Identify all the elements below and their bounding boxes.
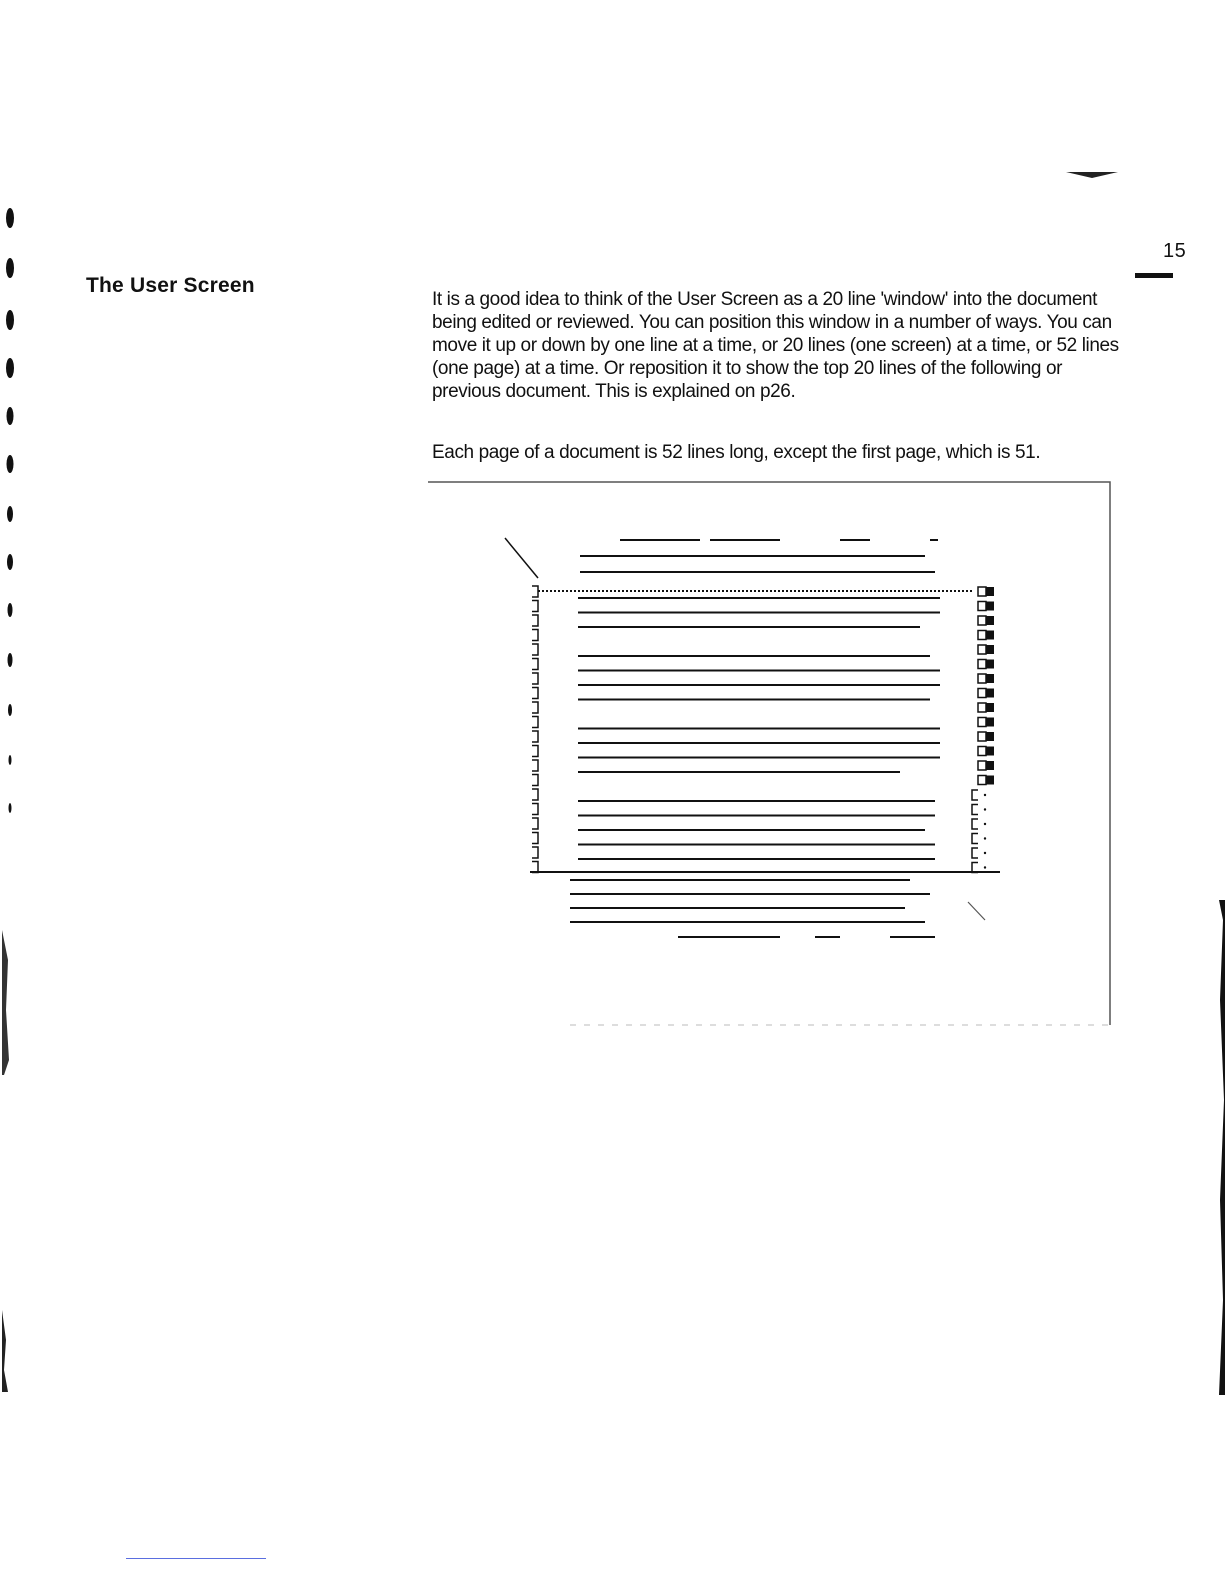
left-bracket-marker-icon — [532, 601, 538, 612]
screen-cell-icon — [986, 703, 994, 712]
screen-cell-icon — [972, 790, 978, 800]
screen-cell-icon — [984, 823, 986, 825]
left-bracket-marker-icon — [532, 586, 538, 597]
left-bracket-marker-icon — [532, 673, 538, 684]
left-bracket-marker-icon — [532, 804, 538, 815]
page-number: 15 — [1163, 240, 1187, 262]
left-bracket-marker-icon — [532, 688, 538, 699]
screen-cell-icon — [978, 645, 986, 654]
left-bracket-marker-icon — [532, 833, 538, 844]
screen-cell-icon — [978, 761, 986, 770]
screen-cell-icon — [972, 834, 978, 844]
top-marker — [1066, 172, 1118, 178]
left-bracket-marker-icon — [532, 775, 538, 786]
left-bracket-marker-icon — [532, 818, 538, 829]
screen-cell-icon — [986, 660, 994, 669]
left-bracket-marker-icon — [532, 659, 538, 670]
binding-marks — [0, 0, 30, 1585]
screen-cell-icon — [984, 837, 986, 839]
screen-cell-icon — [986, 689, 994, 698]
screen-cell-icon — [978, 587, 986, 596]
screen-cell-icon — [986, 747, 994, 756]
screen-cell-icon — [978, 631, 986, 640]
screen-cell-icon — [984, 866, 986, 868]
screen-cell-icon — [986, 602, 994, 611]
page-number-rule — [1135, 273, 1173, 278]
section-heading: The User Screen — [86, 274, 255, 297]
left-bracket-marker-icon — [532, 615, 538, 626]
screen-cell-icon — [986, 587, 994, 596]
screen-cell-icon — [978, 747, 986, 756]
screen-cell-icon — [986, 761, 994, 770]
screen-cell-icon — [978, 732, 986, 741]
left-bracket-marker-icon — [532, 731, 538, 742]
pointer-line — [505, 538, 538, 578]
left-bracket-marker-icon — [532, 702, 538, 713]
paragraph-2: Each page of a document is 52 lines long, except the first page, which is 51. — [432, 442, 1041, 463]
screen-cell-icon — [978, 674, 986, 683]
diagram-frame — [428, 482, 1110, 1025]
pointer-line — [968, 902, 985, 920]
screen-cell-icon — [986, 776, 994, 785]
screen-cell-icon — [978, 660, 986, 669]
left-bracket-marker-icon — [532, 760, 538, 771]
left-bracket-marker-icon — [532, 789, 538, 800]
left-bracket-marker-icon — [532, 717, 538, 728]
screen-cell-icon — [984, 808, 986, 810]
screen-cell-icon — [978, 776, 986, 785]
screen-cell-icon — [986, 645, 994, 654]
left-bracket-marker-icon — [532, 847, 538, 858]
screen-cell-icon — [986, 674, 994, 683]
screen-cell-icon — [972, 819, 978, 829]
screen-cell-icon — [978, 718, 986, 727]
paragraph-1: It is a good idea to think of the User Screen as a 20 line 'window' into the document being edited or reviewed. You can position this window in a number of ways. You can move it up or down by one line at a time, or 20 lines (one screen) at a time, or 52 lines (one page) at a time. Or reposition it to show the top 20 lines of the following or previous document. This is explained on p26. — [432, 289, 1119, 402]
screen-cell-icon — [986, 718, 994, 727]
bottom-rule — [126, 1558, 266, 1559]
screen-cell-icon — [986, 616, 994, 625]
screen-cell-icon — [972, 805, 978, 815]
screen-cell-icon — [978, 602, 986, 611]
screen-cell-icon — [986, 631, 994, 640]
left-bracket-marker-icon — [532, 746, 538, 757]
screen-cell-icon — [978, 703, 986, 712]
screen-cell-icon — [984, 794, 986, 796]
screen-cell-icon — [978, 616, 986, 625]
diagram-document-lines — [570, 540, 940, 937]
screen-cell-icon — [978, 689, 986, 698]
left-bracket-marker-icon — [532, 630, 538, 641]
screen-cell-icon — [984, 852, 986, 854]
left-bracket-marker-icon — [532, 862, 538, 873]
screen-cell-icon — [972, 848, 978, 858]
right-edge-shadow — [1205, 0, 1225, 1585]
left-bracket-marker-icon — [532, 644, 538, 655]
window-diagram — [420, 470, 1120, 1040]
screen-cell-icon — [986, 732, 994, 741]
